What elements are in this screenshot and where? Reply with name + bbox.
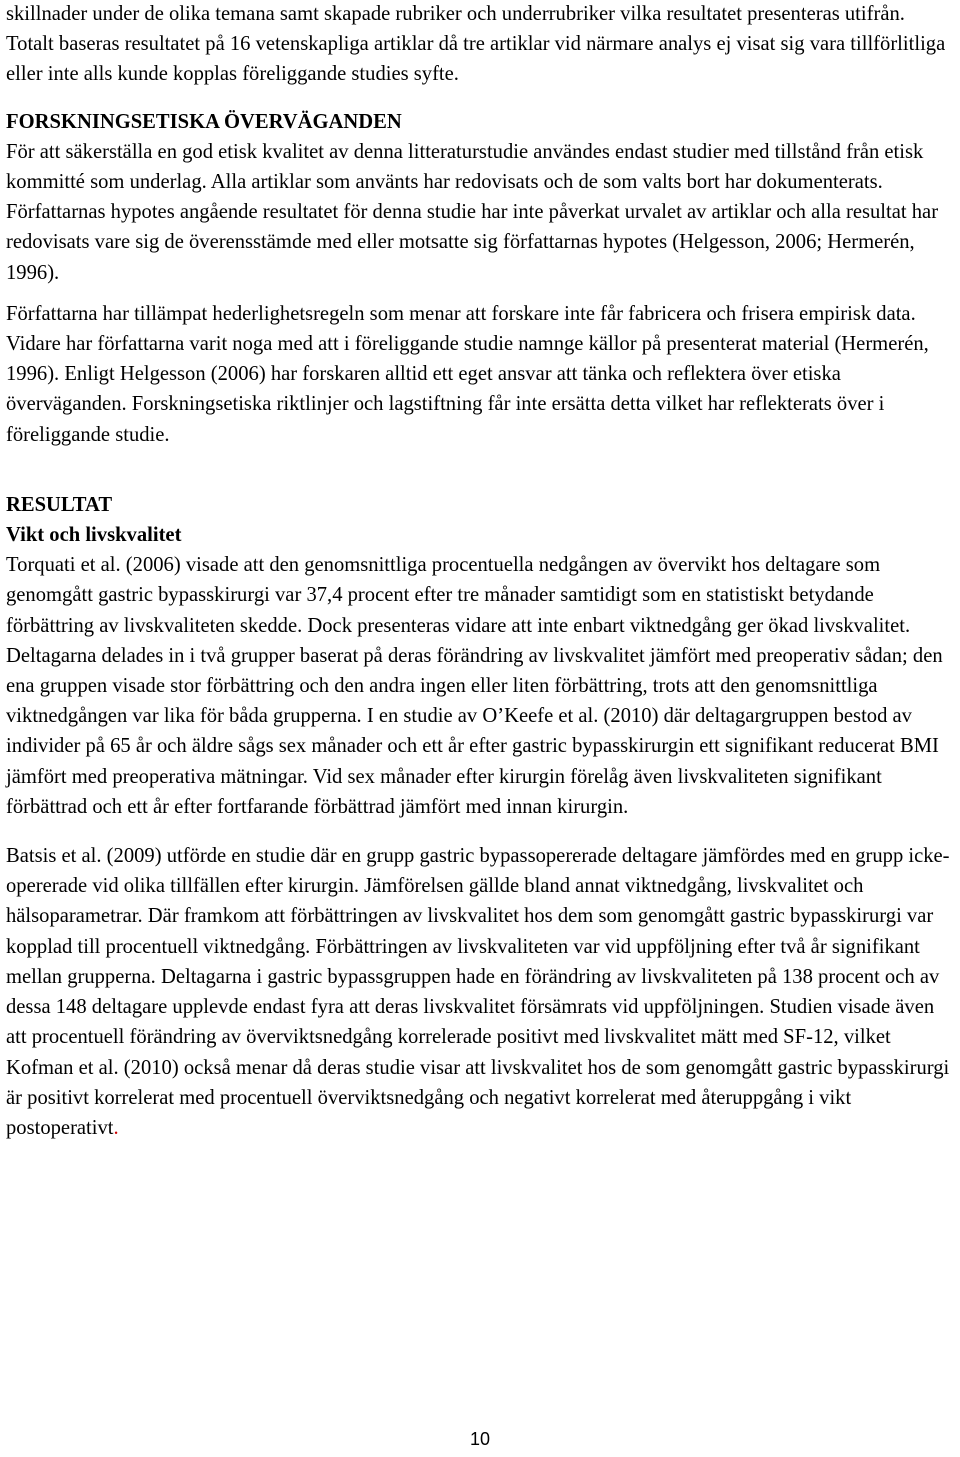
results-heading: RESULTAT <box>6 493 113 516</box>
results-paragraph-1: Torquati et al. (2006) visade att den genomsnittliga procentuella nedgången av övervikt hos deltagare som genomgått gastric bypasskirurgi var 37,4 procent efter tre månader samtidigt som en statistiskt betydande förbättring av livskvaliteten skedde. Dock presenteras vidare att inte enbart viktnedgång ger ökad livskvalitet. Deltagarna delades in i två grupper baserat på deras förändring av livskvalitet jämfört med preoperativ sådan; den ena gruppen visade stor förbättring och den andra ingen eller liten förbättring, trots att den genomsnittliga viktnedgången var lika för båda grupperna. I en studie av O’Keefe et al. (2010) där deltagargruppen bestod av individer på 65 år och äldre sågs sex månader och ett år efter gastric bypasskirurgin ett signifikant reducerat BMI jämfört med preoperativa mätningar. Vid sex månader efter kirurgin förelåg även livskvaliteten signifikant förbättrad och ett år efter fortfarande förbättrad jämfört med innan kirurgin. <box>6 554 943 818</box>
page-number: 10 <box>469 1429 491 1449</box>
results-paragraph-2 <box>6 841 954 1143</box>
ethics-paragraph-2: Författarna har tillämpat hederlighetsregeln som menar att forskare inte får fabricera och frisera empirisk data. Vidare har författarna varit noga med att i föreliggande studie namnge källor på presenterat material (Hermerén, 1996). Enligt Helgesson (2006) har forskaren alltid ett eget ansvar att tänka och reflektera över etiska överväganden. Forskningsetiska riktlinjer och lagstiftning får inte ersätta detta vilket har reflekterats över i föreliggande studie. <box>6 302 929 446</box>
ethics-paragraph-1: För att säkerställa en god etisk kvalitet av denna litteraturstudie användes endast studier med tillstånd från etisk kommitté som underlag. Alla artiklar som använts har redovisats och de som valts bort har dokumenterats. Författarnas hypotes angående resultatet för denna studie har inte påverkat urvalet av artiklar och alla resultat har redovisats vare sig de överensstämde med eller motsatte sig författarnas hypotes (Helgesson, 2006; Hermerén, 1996). <box>6 140 939 284</box>
document-page <box>6 0 954 1143</box>
results-paragraph-2-final-mark: . <box>113 1116 119 1139</box>
intro-paragraph: skillnader under de olika temana samt skapade rubriker och underrubriker vilka resultatet presenteras utifrån. Totalt baseras resultatet på 16 vetenskapliga artiklar då tre artiklar vid närmare analys ej visat sig vara tillförlitliga eller inte alls kunde kopplas föreliggande studies syfte. <box>6 3 946 86</box>
results-subheading: Vikt och livskvalitet <box>6 524 182 547</box>
ethics-heading: FORSKNINGSETISKA ÖVERVÄGANDEN <box>6 110 402 133</box>
results-paragraph-2-text: Batsis et al. (2009) utförde en studie där en grupp gastric bypassopererade deltagare jämfördes med en grupp icke-opererade vid olika tillfällen efter kirurgin. Jämförelsen gällde bland annat viktnedgång, livskvalitet och hälsoparametrar. Där framkom att förbättringen av livskvalitet hos dem som genomgått gastric bypasskirurgi var kopplad till procentuell viktnedgång. Förbättringen av livskvaliteten var vid uppföljning efter två år signifikant mellan grupperna. Deltagarna i gastric bypassgruppen hade en förändring av livskvaliteten på 138 procent och av dessa 148 deltagare upplevde endast fyra att deras livskvalitet försämrats vid uppföljningen. Studien visade även att procentuell förändring av överviktsnedgång korrelerade positivt med livskvalitet mätt med SF-12, vilket Kofman et al. (2010) också menar då deras studie visar att livskvalitet hos de som genomgått gastric bypasskirurgi är positivt korrelerat med procentuell överviktsnedgång och negativt korrelerat med återuppgång i vikt postoperativt <box>6 845 950 1139</box>
